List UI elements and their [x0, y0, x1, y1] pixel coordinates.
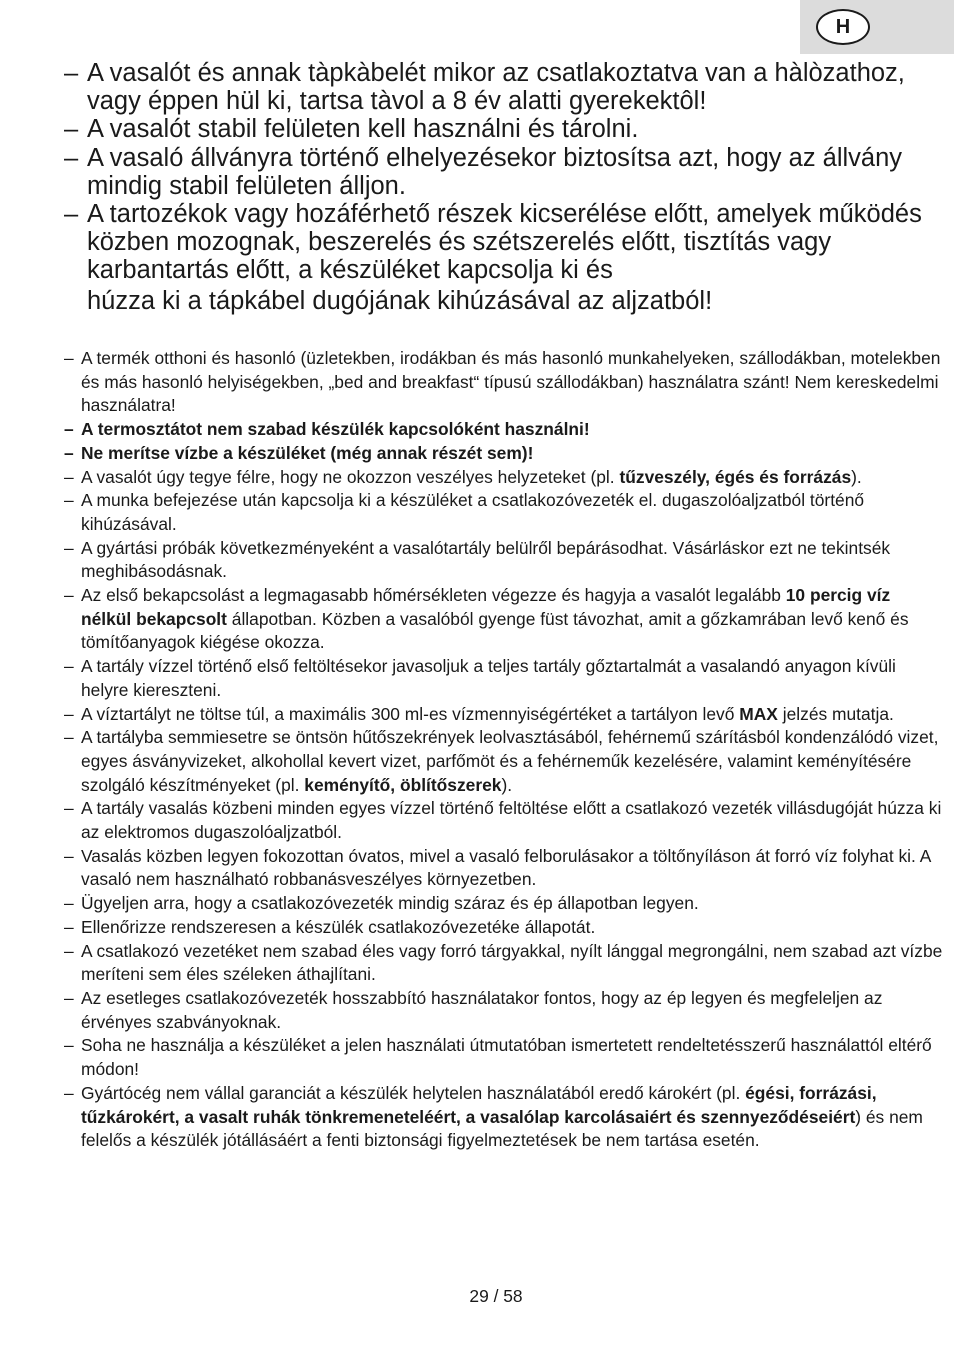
item-text-bold: keményítő, öblítőszerek — [304, 774, 502, 795]
item-text: A tartályba semmiesetre se öntsön hűtőszekrények leolvasztásából, fehérnemű szárításból kondenzálódó vizet, egyes ásványvizeket, alkohollal kevert vizet, parfőmöt és a fehérneműk kezelésére, valamint keményítésére szolgáló készítményeket (pl. — [81, 727, 939, 795]
list-item — [64, 655, 944, 702]
dash: – — [64, 466, 74, 487]
dash: – — [64, 727, 74, 748]
dash: – — [64, 115, 79, 144]
item-text: A víztartályt ne töltse túl, a maximális 300 ml-es vízmennyiségértéket a tartályon levő — [81, 703, 740, 724]
list-item — [64, 347, 944, 418]
dash: – — [64, 585, 74, 606]
dash: – — [64, 940, 74, 961]
list-item — [64, 466, 944, 490]
list-item — [64, 940, 944, 987]
dash: – — [64, 59, 79, 87]
item-text-bold: tűzveszély, égés és forrázás — [619, 466, 852, 487]
list-item — [64, 144, 924, 200]
list-item — [64, 115, 924, 143]
list-item — [64, 892, 944, 916]
list-item-continuation — [64, 285, 924, 317]
item-text: húzza ki a tápkábel dugójának kihúzásával az aljzatból! — [87, 286, 713, 315]
item-text-bold: MAX — [739, 703, 778, 724]
list-item — [64, 1082, 944, 1153]
dash: – — [64, 845, 74, 866]
dash: – — [64, 490, 74, 511]
item-text: A tartály vízzel történő első feltöltésekor javasoljuk a teljes tartály gőztartalmát a vasalandó anyagon kívüli helyre kiereszteni. — [81, 656, 896, 700]
language-tab — [800, 0, 954, 54]
page-number: 29 / 58 — [469, 1286, 523, 1306]
dash: – — [64, 1035, 74, 1056]
item-text: Ellenőrizze rendszeresen a készülék csatlakozóvezetéke állapotát. — [81, 916, 596, 937]
item-text: A vasaló állványra történő elhelyezésekor biztosítsa azt, hogy az állvány mindig stabil felületen álljon. — [87, 143, 903, 200]
dash: – — [64, 703, 74, 724]
list-item — [64, 797, 944, 844]
dash: – — [64, 419, 74, 440]
item-text: A vasalót és annak tàpkàbelét mikor az csatlakoztatva van a hàlòzathoz, vagy éppen hül ki, tartsa tàvol a 8 év alatti gyerekektôl! — [87, 59, 905, 116]
warnings-small — [64, 347, 944, 1153]
dash: – — [64, 987, 74, 1008]
dash: – — [64, 143, 79, 172]
list-item — [64, 59, 924, 115]
item-text: ) és nem felelős a készülék jótállásáért a fenti biztonsági figyelmeztetések be nem tartása esetén. — [81, 1106, 923, 1151]
item-text: Az esetleges csatlakozóvezeték hosszabbító használatakor fontos, hogy az ép legyen és megfeleljen az érvényes szabványoknak. — [81, 987, 883, 1032]
item-text: A termék otthoni és hasonló (üzletekben, irodákban és más hasonló munkahelyeken, szállodákban, motelekben és más hasonló helyiségekben, „bed and breakfast“ típusú szállodákban) használatra szánt! Nem kereskedelmi használatra! — [81, 348, 941, 416]
list-item — [64, 916, 944, 940]
item-text-bold: égési, forrázási, tűzkárokért, a vasalt ruhák tönkremeneteléért, a vasalólap karcolásaiért és szennyeződéseiért — [81, 1082, 877, 1127]
dash: – — [64, 200, 79, 229]
list-item — [64, 200, 924, 285]
dash: – — [64, 893, 74, 914]
item-text: A vasalót úgy tegye félre, hogy ne okozzon veszélyes helyzeteket (pl. — [81, 466, 620, 487]
list-item — [64, 584, 944, 655]
dash: – — [64, 348, 74, 368]
item-text: ). — [851, 466, 862, 487]
item-text: Vasalás közben legyen fokozottan óvatos, mivel a vasaló felborulásakor a töltőnyíláson át forró víz folyhat ki. A vasaló nem használható robbanásveszélyes környezetben. — [81, 845, 931, 890]
item-text-bold: 10 percig víz nélkül bekapcsolt — [81, 585, 891, 629]
item-text: Soha ne használja a készüléket a jelen használati útmutatóban ismertetett rendeltetésszerű használattól eltérő módon! — [81, 1035, 932, 1080]
dash: – — [64, 1082, 74, 1103]
dash: – — [64, 442, 74, 463]
list-item — [64, 703, 944, 727]
list-item — [64, 1034, 944, 1081]
language-badge: H — [816, 9, 870, 45]
item-text: állapotban. Közben a vasalóból gyenge füst távozhat, amit a gőzkamrában levő kenő és tömítőanyagok kiégése okozza. — [81, 608, 909, 653]
item-text: A munka befejezése után kapcsolja ki a készüléket a csatlakozóvezeték el. dugaszolóaljzatból történő kihúzásával. — [81, 490, 865, 534]
list-item — [64, 442, 944, 466]
list-item — [64, 987, 944, 1034]
warnings-large — [64, 59, 924, 317]
item-text: A gyártási próbák következményeként a vasalótartály belülről bepárásodhat. Vásárláskor ezt ne tekintsék meghibásodásnak. — [81, 537, 891, 582]
item-text: A tartozékok vagy hozáférhető részek kicserélése előtt, amelyek működés közben mozognak, beszerelés és szétszerelés előtt, tisztítás vagy karbantartás előtt, a készüléket kapcsolja ki és — [87, 200, 922, 285]
list-item — [64, 418, 944, 442]
item-text: Gyártócég nem vállal garanciát a készülék helytelen használatából eredő károkért (pl. — [81, 1082, 746, 1103]
item-text: A vasalót stabil felületen kell használni és tárolni. — [87, 115, 639, 144]
list-item — [64, 845, 944, 892]
item-text: jelzés mutatja. — [777, 703, 894, 724]
list-item — [64, 489, 944, 536]
list-item — [64, 726, 944, 797]
dash: – — [64, 798, 74, 819]
dash: – — [64, 656, 74, 677]
item-text: A termosztátot nem szabad készülék kapcsolóként használni! — [81, 419, 590, 440]
item-text: Ne merítse vízbe a készüléket (még annak részét sem)! — [81, 442, 534, 463]
dash: – — [64, 537, 74, 558]
list-item — [64, 537, 944, 584]
dash: – — [64, 916, 74, 937]
item-text: ). — [501, 774, 513, 795]
item-text: Az első bekapcsolást a legmagasabb hőmérsékleten végezze és hagyja a vasalót legalább — [81, 585, 786, 606]
item-text: A tartály vasalás közbeni minden egyes vízzel történő feltöltése előtt a csatlakozó vezeték villásdugóját húzza ki az elektromos dugaszolóaljzatból. — [81, 798, 942, 843]
item-text: Ügyeljen arra, hogy a csatlakozóvezeték mindig száraz és ép állapotban legyen. — [81, 893, 699, 914]
item-text: A csatlakozó vezetéket nem szabad éles vagy forró tárgyakkal, nyílt lánggal megrongálni, nem szabad azt vízbe meríteni sem éles széleken áthajlítani. — [81, 940, 943, 985]
